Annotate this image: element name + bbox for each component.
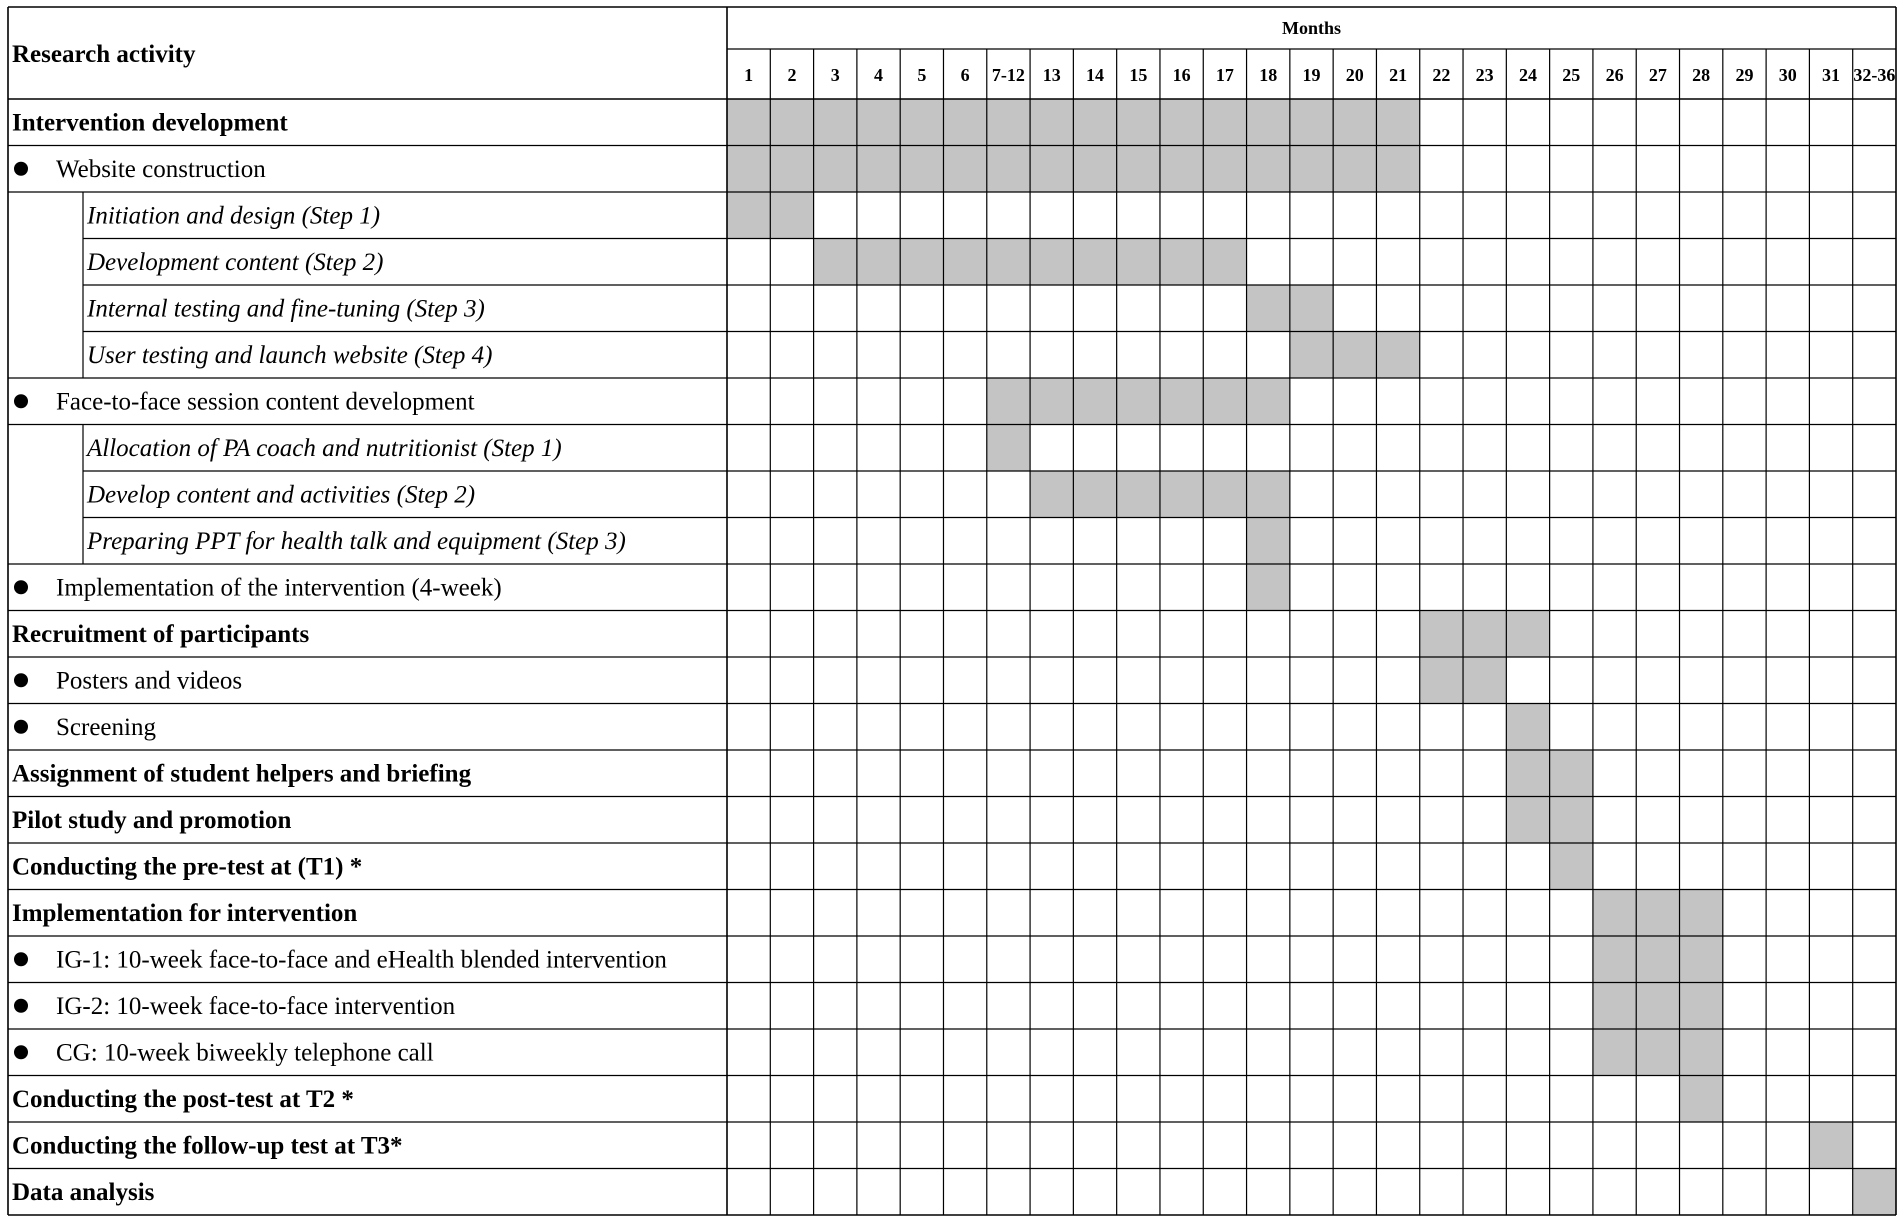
bullet-icon xyxy=(14,162,28,176)
activity-cell xyxy=(1247,518,1290,565)
bullet-icon xyxy=(14,580,28,594)
activity-cell xyxy=(1463,611,1506,658)
activity-cell xyxy=(727,192,770,239)
activity-cell xyxy=(770,192,813,239)
activity-label: Face-to-face session content development xyxy=(56,388,475,416)
activity-cell xyxy=(987,425,1030,472)
month-column-header: 6 xyxy=(960,65,970,85)
activity-label: CG: 10-week biweekly telephone call xyxy=(56,1039,434,1067)
activity-cell xyxy=(1636,983,1679,1030)
activity-cell xyxy=(1290,99,1333,146)
activity-cell xyxy=(1463,657,1506,704)
bullet-icon xyxy=(14,952,28,966)
activity-label: Internal testing and fine-tuning (Step 3) xyxy=(87,295,485,323)
activity-cell xyxy=(814,146,857,193)
activity-cell xyxy=(1117,146,1160,193)
activity-cell xyxy=(1593,890,1636,937)
activity-cell xyxy=(1636,890,1679,937)
activity-cell xyxy=(814,239,857,286)
month-column-header: 4 xyxy=(874,65,884,85)
activity-cell xyxy=(1117,378,1160,425)
activity-cell xyxy=(1376,146,1419,193)
activity-cell xyxy=(987,146,1030,193)
research-activity-header: Research activity xyxy=(12,41,196,68)
activity-cell xyxy=(1117,239,1160,286)
activity-cell xyxy=(900,99,943,146)
month-column-header: 1 xyxy=(744,65,754,85)
month-column-header: 3 xyxy=(830,65,840,85)
activity-cell xyxy=(1636,1029,1679,1076)
activity-cell xyxy=(1290,285,1333,332)
activity-cell xyxy=(1073,239,1116,286)
activity-cell xyxy=(1160,239,1203,286)
activity-cell xyxy=(1073,471,1116,518)
month-column-header: 32-36 xyxy=(1853,65,1896,85)
activity-cell xyxy=(987,239,1030,286)
activity-label: Screening xyxy=(56,713,156,741)
activity-label: Conducting the post-test at T2 * xyxy=(12,1085,354,1113)
activity-cell xyxy=(1247,471,1290,518)
activity-label: Preparing PPT for health talk and equipment (Step 3) xyxy=(87,527,626,555)
activity-cell xyxy=(1030,378,1073,425)
month-column-header: 2 xyxy=(787,65,797,85)
activity-cell xyxy=(1247,99,1290,146)
activity-cell xyxy=(1680,890,1723,937)
activity-label: IG-1: 10-week face-to-face and eHealth blended intervention xyxy=(56,946,667,974)
activity-cell xyxy=(1030,99,1073,146)
month-column-header: 27 xyxy=(1648,65,1667,85)
activity-cell xyxy=(1680,1029,1723,1076)
month-column-header: 21 xyxy=(1389,65,1408,85)
activity-cell xyxy=(943,239,986,286)
activity-label: Develop content and activities (Step 2) xyxy=(87,481,476,509)
activity-label: Initiation and design (Step 1) xyxy=(87,202,381,230)
activity-cell xyxy=(1680,936,1723,983)
activity-label: Data analysis xyxy=(12,1178,155,1206)
activity-cell xyxy=(1593,936,1636,983)
activity-cell xyxy=(1550,750,1593,797)
activity-cell xyxy=(1376,332,1419,379)
activity-cell xyxy=(1333,332,1376,379)
month-column-header: 23 xyxy=(1475,65,1494,85)
activity-cell xyxy=(1160,471,1203,518)
activity-cell xyxy=(1506,704,1549,751)
activity-cell xyxy=(857,146,900,193)
bullet-icon xyxy=(14,1045,28,1059)
activity-cell xyxy=(987,378,1030,425)
activity-label: Pilot study and promotion xyxy=(12,806,292,834)
activity-cell xyxy=(1506,797,1549,844)
activity-cell xyxy=(987,99,1030,146)
activity-cell xyxy=(900,146,943,193)
activity-label: Posters and videos xyxy=(56,667,243,695)
month-column-header: 17 xyxy=(1215,65,1234,85)
activity-cell xyxy=(814,99,857,146)
month-column-header: 22 xyxy=(1432,65,1451,85)
activity-cell xyxy=(1117,471,1160,518)
activity-cell xyxy=(1073,378,1116,425)
month-column-header: 18 xyxy=(1259,65,1278,85)
activity-cell xyxy=(1160,146,1203,193)
activity-cell xyxy=(1073,146,1116,193)
activity-cell xyxy=(1420,657,1463,704)
activity-cell xyxy=(727,146,770,193)
activity-label: Allocation of PA coach and nutritionist (Step 1) xyxy=(87,434,562,462)
activity-cell xyxy=(1030,471,1073,518)
activity-cell xyxy=(1420,611,1463,658)
activity-cell xyxy=(1247,285,1290,332)
bullet-icon xyxy=(14,673,28,687)
activity-cell xyxy=(727,99,770,146)
month-column-header: 5 xyxy=(917,65,927,85)
activity-cell xyxy=(900,239,943,286)
activity-cell xyxy=(1376,99,1419,146)
month-column-header: 7-12 xyxy=(991,65,1025,85)
activity-label: Intervention development xyxy=(12,109,288,137)
month-column-header: 30 xyxy=(1778,65,1797,85)
activity-cell xyxy=(1247,146,1290,193)
activity-cell xyxy=(1636,936,1679,983)
month-column-header: 16 xyxy=(1172,65,1191,85)
activity-cell xyxy=(1593,1029,1636,1076)
activity-cell xyxy=(1030,146,1073,193)
activity-cell xyxy=(1030,239,1073,286)
activity-cell xyxy=(1117,99,1160,146)
bullet-icon xyxy=(14,720,28,734)
activity-label: Development content (Step 2) xyxy=(87,248,384,276)
activity-label: Recruitment of participants xyxy=(12,620,310,648)
month-column-header: 26 xyxy=(1605,65,1624,85)
activity-label: IG-2: 10-week face-to-face intervention xyxy=(56,992,456,1020)
month-column-header: 24 xyxy=(1518,65,1537,85)
activity-cell xyxy=(857,99,900,146)
activity-label: Website construction xyxy=(56,155,266,183)
activity-cell xyxy=(1203,378,1246,425)
bullet-icon xyxy=(14,999,28,1013)
activity-cell xyxy=(1247,378,1290,425)
activity-label: Implementation of the intervention (4-week) xyxy=(56,574,502,602)
activity-label: Assignment of student helpers and briefing xyxy=(12,760,472,788)
months-header: Months xyxy=(1281,18,1342,38)
activity-cell xyxy=(1203,471,1246,518)
activity-cell xyxy=(770,99,813,146)
activity-cell xyxy=(1073,99,1116,146)
month-column-header: 20 xyxy=(1345,65,1364,85)
activity-cell xyxy=(1853,1169,1896,1216)
activity-cell xyxy=(1333,146,1376,193)
activity-cell xyxy=(1290,332,1333,379)
activity-cell xyxy=(1203,146,1246,193)
activity-cell xyxy=(1333,99,1376,146)
month-column-header: 29 xyxy=(1735,65,1754,85)
month-column-header: 25 xyxy=(1562,65,1581,85)
activity-cell xyxy=(1680,1076,1723,1123)
month-column-header: 14 xyxy=(1086,65,1105,85)
activity-cell xyxy=(1809,1122,1852,1169)
month-column-header: 13 xyxy=(1042,65,1061,85)
activity-cell xyxy=(1593,983,1636,1030)
activity-cell xyxy=(943,146,986,193)
activity-cell xyxy=(1550,797,1593,844)
month-column-header: 31 xyxy=(1822,65,1841,85)
activity-cell xyxy=(1506,611,1549,658)
activity-label: User testing and launch website (Step 4) xyxy=(87,341,493,369)
month-column-header: 15 xyxy=(1129,65,1148,85)
activity-cell xyxy=(1550,843,1593,890)
activity-cell xyxy=(770,146,813,193)
activity-label: Conducting the follow-up test at T3* xyxy=(12,1132,403,1160)
activity-cell xyxy=(1680,983,1723,1030)
activity-label: Implementation for intervention xyxy=(12,899,358,927)
month-column-header: 28 xyxy=(1692,65,1711,85)
activity-cell xyxy=(1203,99,1246,146)
activity-cell xyxy=(1290,146,1333,193)
month-column-header: 19 xyxy=(1302,65,1321,85)
activity-cell xyxy=(943,99,986,146)
activity-cell xyxy=(1160,378,1203,425)
activity-cell xyxy=(1506,750,1549,797)
activity-cell xyxy=(1160,99,1203,146)
activity-cell xyxy=(857,239,900,286)
activity-cell xyxy=(1203,239,1246,286)
activity-label: Conducting the pre-test at (T1) * xyxy=(12,853,363,881)
bullet-icon xyxy=(14,394,28,408)
activity-cell xyxy=(1247,564,1290,611)
